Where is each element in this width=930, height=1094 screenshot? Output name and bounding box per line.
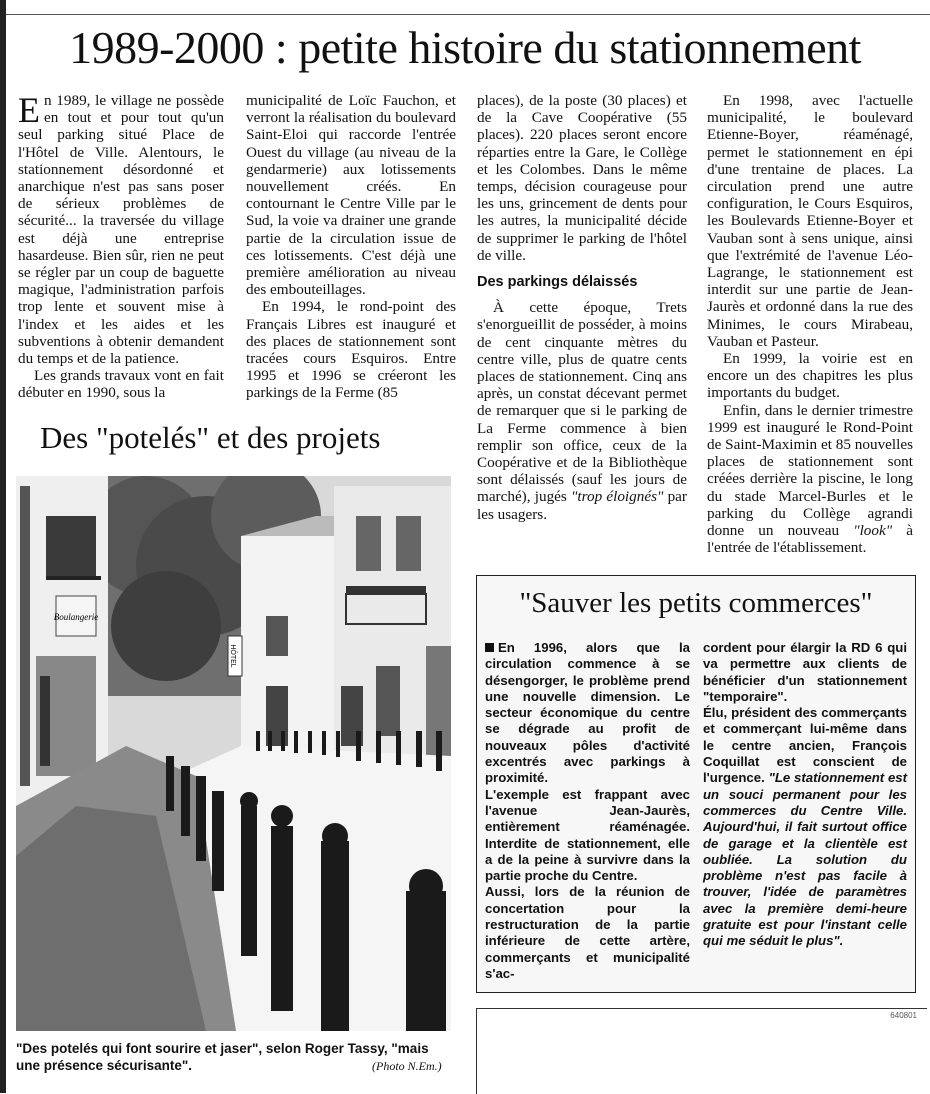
column-4-text-3: Enfin, dans le dernier trimestre 1999 est inauguré le Rond-Point de Saint-Maximin et 85 nouvelles places de stationnement sont créées derrière la piscine, le long du stade Marcel-Burles et le parking du Collège agrandi donne un nouveau [707,401,913,540]
drop-cap: E [18,90,40,130]
headline: 1989-2000 : petite histoire du stationnement [69,22,861,73]
sidebar-title: "Sauver les petits commerces" [519,587,873,619]
column-1-paragraph-1 [18,92,224,367]
shop-sign-text: Boulangerie [53,612,99,622]
page-edge [0,0,6,1093]
column-3-quote: "trop éloignés" [571,488,664,506]
sidebar-left-paragraph-2: L'exemple est frappant avec l'avenue Jean-Jaurès, entièrement réaménagée. Interdite de stationnement, elle a de la peine à survivre dans la partie proche du Centre. [485,786,690,884]
column-2-paragraph-1: municipalité de Loïc Fauchon, et verront la réalisation du boulevard Saint-Eloi qui raccorde l'entrée Ouest du village (au niveau de la gendarmerie) aux lotissements nouvellement créés. En contournant le Centre Ville par le Sud, la voie va drainer une grande partie de la circulation issue de ces lotissements. C'est déjà une première amélioration au niveau des embouteillages. [246,92,456,299]
subheading-parkings: Des parkings délaissés [477,274,638,291]
column-4-paragraph-1: En 1998, avec l'actuelle municipalité, le boulevard Etienne-Boyer, réaménagé, permet le stationnement en épi d'une trentaine de places. La circulation prend une autre configuration, le Cours Esquiros, les Boulevards Etienne-Boyer et Vauban sont à sens unique, ainsi que l'extrémité de l'avenue Léo-Lagrange, le stationnement est interdit sur une partie de Jean-Jaurès et ordonné dans la rue des Minimes, le cours Mirabeau, Vauban et Pasteur. [707,92,913,350]
bullet-square-icon [485,643,494,652]
article-column-4 [707,92,913,556]
top-rule [6,14,930,15]
column-4-paragraph-2: En 1999, la voirie est en encore un des chapitres les plus importants du budget. [707,350,913,402]
sidebar-box [476,575,916,993]
sidebar-right-paragraph-1: cordent pour élargir la RD 6 qui va permettre aux clients de bénéficier d'un stationnement "temporaire". [703,640,907,704]
column-4-quote: "look" [853,522,893,540]
street-photo-illustration [16,476,451,1031]
article-column-1 [18,92,224,402]
sidebar-quote: "Le stationnement est un souci permanent pour les commerces du Centre Ville. Aujourd'hui, il fait surtout office de garage et la clientèle est oubliée. La solution du problème n'est pas facile à trouver, l'idée de paramètres avec la première demi-heure gratuite est pour l'instant celle qui me séduit le plus". [703,770,908,949]
hotel-sign-text: HÔTEL [229,644,236,668]
column-4-paragraph-3 [707,402,913,557]
section-subtitle: Des "potelés" et des projets [40,420,381,455]
sidebar-column-left [485,640,690,982]
column-4-text-3-end: à l'entrée de l'établissement. [707,522,913,557]
sidebar-right-text-2: Élu, président des commerçants et commerçant lui-même dans le centre ancien, François Coquillat est conscient de l'urgence. [703,705,907,786]
lower-box-fragment [476,1008,927,1094]
sidebar-column-right [703,640,907,950]
column-3-paragraph-1: places), de la poste (30 places) et de la Cave Coopérative (55 places). 220 places seront encore réparties entre la Gare, le Collège et les Colombes. Dans le même temps, décision courageuse pour les uns, grincement de dents pour les autres, la municipalité décide de supprimer le parking de l'hôtel de ville. [477,92,687,264]
column-3-paragraph-2 [477,299,687,523]
sidebar-left-paragraph-3: Aussi, lors de la réunion de concertation pour la restructuration de la partie inférieure de cette artère, commerçants et municipalité s'ac- [485,884,690,981]
article-column-2 [246,92,456,402]
sidebar-left-paragraph-1 [485,640,690,787]
article-column-3 [477,92,687,523]
sidebar-left-text-1: En 1996, alors que la circulation commence à se désengorger, le problème prend une nouvelle dimension. Le secteur économique du centre se dégrade au profit de nouveaux pôles d'activité excentrés avec parkings à proximité. [485,640,690,786]
sidebar-right-paragraph-2 [703,705,907,949]
street-photo [16,476,451,1031]
column-3-text-2-end: par les usagers. [477,488,687,523]
photo-caption: "Des potelés qui font sourire et jaser", selon Roger Tassy, "mais une présence sécurisante". [16,1041,429,1073]
column-2-paragraph-2: En 1994, le rond-point des Français Libres est inauguré et des places de stationnement sont tracées cours Esquiros. Entre 1995 et 1996 se créeront les parkings de la Ferme (85 [246,298,456,402]
column-1-paragraph-2: Les grands travaux vont en fait débuter en 1990, sous la [18,367,224,402]
print-stamp: 640801 [890,1011,917,1020]
photo-credit: (Photo N.Em.) [372,1059,442,1073]
column-3-text-2: À cette époque, Trets s'enorgueillit de posséder, à moins de cent cinquante mètres du centre ville, plus de quatre cents places de stationnement. Cinq ans après, un constat décevant permet de remarquer que si le parking de La Ferme commence à bien remplir son office, ceux de la Coopérative et de la Bibliothèque sont délaissés (sauf les jours de marché), jugés [477,299,687,506]
column-1-text-1: n 1989, le village ne possède en tout et pour tout qu'un seul parking situé Place de l'Hôtel de Ville. Alentours, le stationnement désordonné et anarchique n'est pas sans poser de sérieux problèmes de sécurité... la traversée du village est déjà une entreprise hasardeuse. Bien sûr, rien ne peut se régler par un coup de baguette magique, l'administration parfois trop lente et souvent mise à l'index et les aides et les subventions à obtenir demandent du temps et de la patience. [18,92,224,368]
